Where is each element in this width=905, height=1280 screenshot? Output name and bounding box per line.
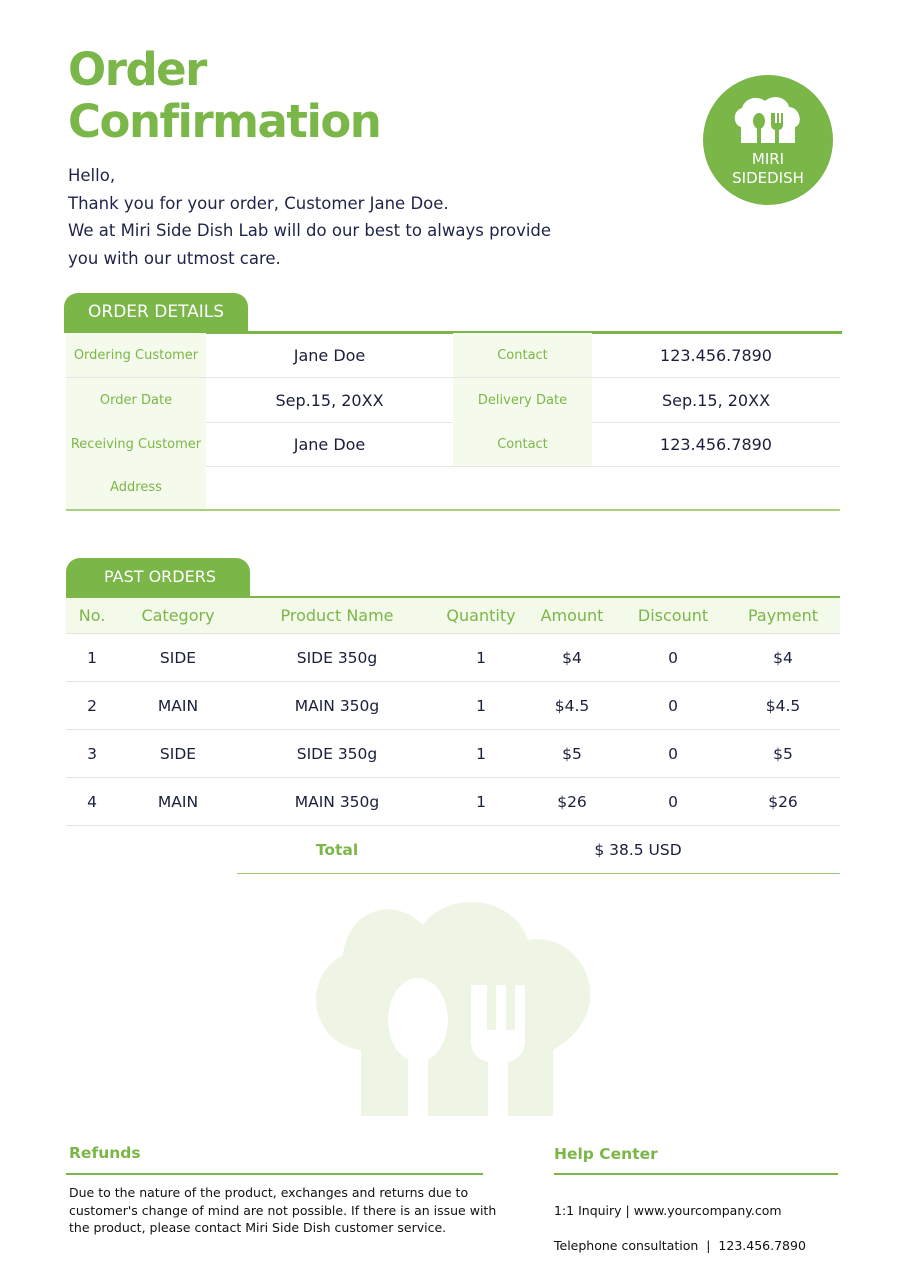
logo-text: SIDEDISH xyxy=(732,169,804,187)
table-row xyxy=(66,682,840,730)
greeting xyxy=(68,162,551,272)
table-row xyxy=(66,730,840,778)
detail-row xyxy=(66,333,840,378)
chef-hat-watermark-icon xyxy=(303,900,603,1118)
table-cell: SIDE 350g xyxy=(296,649,378,667)
value: Sep.15, 20XX xyxy=(661,390,771,410)
table-cell: MAIN 350g xyxy=(294,697,380,715)
table-cell: 1 xyxy=(476,745,486,763)
table-cell: $4 xyxy=(773,649,793,667)
logo-text: MIRI xyxy=(751,150,785,168)
table-cell: MAIN 350g xyxy=(294,793,380,811)
table-cell: 0 xyxy=(668,793,678,811)
detail-row xyxy=(66,422,840,467)
divider xyxy=(66,1173,483,1175)
table-cell: 2 xyxy=(87,697,97,715)
column-header: Payment xyxy=(747,606,819,625)
table-cell: 3 xyxy=(87,745,97,763)
table-cell: $4.5 xyxy=(765,697,801,715)
title-line: Confirmation xyxy=(68,95,381,148)
table-cell: 4 xyxy=(87,793,97,811)
table-cell: SIDE 350g xyxy=(296,745,378,763)
table-cell: $4 xyxy=(562,649,582,667)
label: Contact xyxy=(453,333,592,377)
label: Receiving Customer xyxy=(66,422,206,466)
label: Ordering Customer xyxy=(66,333,206,377)
table-header xyxy=(66,598,840,634)
column-header: Discount xyxy=(637,606,709,625)
table-cell: 0 xyxy=(668,649,678,667)
label: Order Date xyxy=(66,378,206,422)
total-value: $ 38.5 USD xyxy=(594,841,682,859)
order-details-tab: ORDER DETAILS xyxy=(64,293,248,333)
greeting-line: you with our utmost care. xyxy=(68,248,281,268)
address-value xyxy=(206,466,840,509)
greeting-line: Thank you for your order, Customer Jane Doe. xyxy=(68,193,449,213)
logo xyxy=(703,75,833,205)
table-cell: 0 xyxy=(668,745,678,763)
table-cell: 1 xyxy=(476,649,486,667)
value: Jane Doe xyxy=(293,434,366,454)
table-cell: SIDE xyxy=(159,649,197,667)
table-cell: $5 xyxy=(562,745,582,763)
total-label: Total xyxy=(315,841,359,859)
refunds-text: Due to the nature of the product, exchanges and returns due to xyxy=(69,1185,469,1200)
help-text: Telephone consultation | 123.456.7890 xyxy=(554,1237,806,1253)
column-header: Category xyxy=(141,606,215,625)
help-center-heading: Help Center xyxy=(554,1145,658,1163)
detail-row xyxy=(66,466,840,511)
table-cell: $4.5 xyxy=(554,697,590,715)
greeting-line: We at Miri Side Dish Lab will do our best to always provide xyxy=(68,221,552,240)
refunds-text: customer's change of mind are not possible. If there is an issue with xyxy=(69,1202,497,1218)
refunds-text: the product, please contact Miri Side Dish customer service. xyxy=(69,1220,447,1235)
value: Jane Doe xyxy=(293,345,366,365)
column-header: Amount xyxy=(540,606,604,625)
past-orders-tab: PAST ORDERS xyxy=(66,558,250,598)
value: 123.456.7890 xyxy=(660,345,772,365)
column-header: Product Name xyxy=(280,606,394,625)
help-text: 1:1 Inquiry | www.yourcompany.com xyxy=(554,1202,782,1218)
table-cell: $26 xyxy=(557,793,587,811)
table-cell: 0 xyxy=(668,697,678,715)
value: 123.456.7890 xyxy=(660,434,772,454)
value: Sep.15, 20XX xyxy=(275,390,384,410)
page-title xyxy=(68,44,380,148)
table-row xyxy=(66,778,840,826)
divider xyxy=(554,1173,838,1175)
detail-row xyxy=(66,378,840,423)
greeting-line: Hello, xyxy=(68,166,116,185)
table-cell: 1 xyxy=(476,697,486,715)
table-cell: $5 xyxy=(773,745,793,763)
table-cell: 1 xyxy=(476,793,486,811)
label: Contact xyxy=(453,422,592,466)
column-header: Quantity xyxy=(446,606,516,625)
label: Delivery Date xyxy=(453,378,592,422)
table-cell: MAIN xyxy=(157,697,199,715)
table-cell: SIDE xyxy=(159,745,197,763)
table-cell: $26 xyxy=(768,793,798,811)
label: Address xyxy=(66,466,206,509)
column-header: No. xyxy=(78,606,106,625)
total-row xyxy=(237,826,840,874)
refunds-heading: Refunds xyxy=(69,1144,141,1162)
table-cell: 1 xyxy=(87,649,97,667)
chef-hat-icon xyxy=(733,95,803,145)
title-line: Order xyxy=(68,43,206,96)
table-cell: MAIN xyxy=(157,793,199,811)
table-row xyxy=(66,634,840,682)
